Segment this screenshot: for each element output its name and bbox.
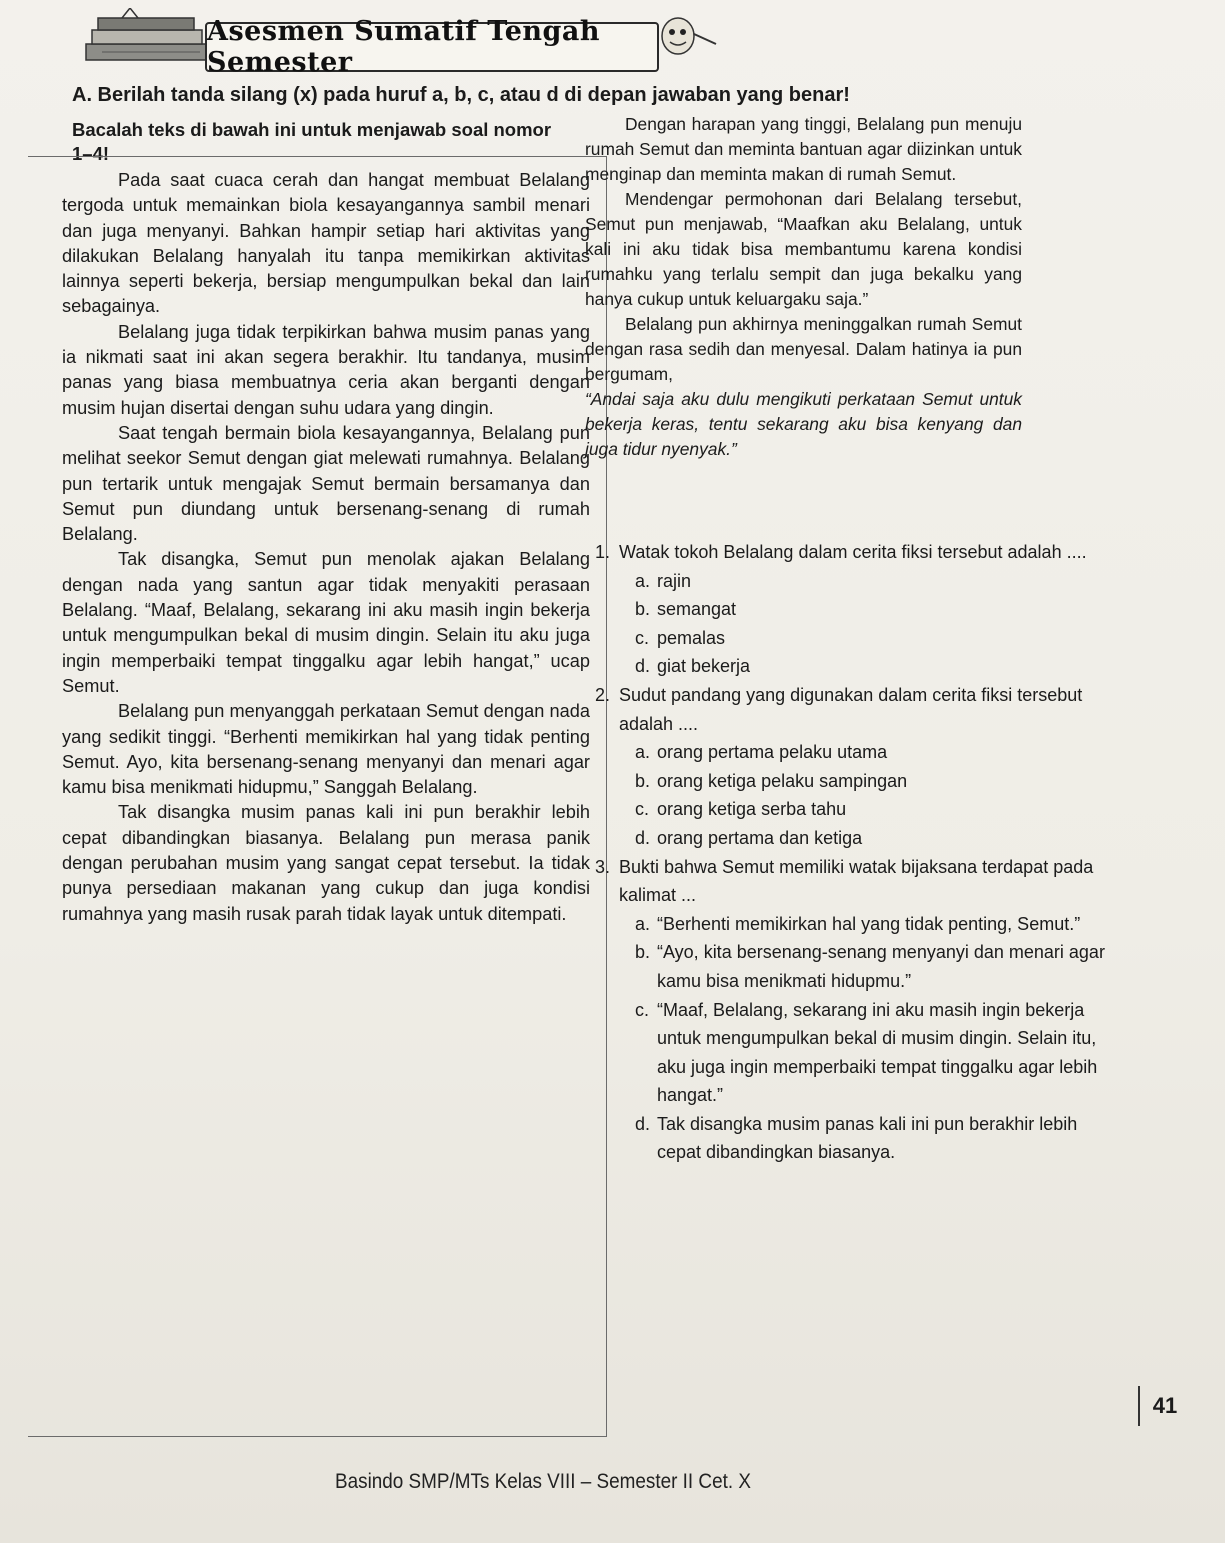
story-paragraph: Saat tengah bermain biola kesayangannya, Belalang pun melihat seekor Semut dengan giat melewati rumahnya. Belalang pun tertarik untuk mengajak Semut bermain bersamanya dan Semut pun diundang untuk bersenang-senang di rumah Belalang. [62,422,590,545]
pencil-mascot-icon [650,14,720,62]
option-text: “Maaf, Belalang, sekarang ini aku masih ingin bekerja untuk mengumpulkan bekal di musim dingin. Selain itu, aku juga ingin memperbaiki tempat tinggalku agar lebih hangat.” [657,999,1098,1106]
question-number: 1. [595,542,611,562]
answer-option[interactable] [595,824,1125,853]
option-text: pemalas [657,627,726,648]
story-paragraph: Pada saat cuaca cerah dan hangat membuat Belalang tergoda untuk memainkan biola kesayangannya sambil menari dan juga menyanyi. Bahkan hampir setiap hari aktivitas yang dilakukan Belalang hanyalah itu tanpa memikirkan aktivitas lainnya seperti bekerja, bersiap mengumpulkan bekal dan lain sebagainya. [62,170,590,317]
answer-option[interactable] [595,738,1125,767]
page-title: Asesmen Sumatif Tengah Semester [207,16,601,78]
question-text: Watak tokoh Belalang dalam cerita fiksi tersebut adalah .... [619,542,1087,562]
answer-option[interactable] [595,652,1125,681]
option-letter: a. [635,570,651,591]
answer-option[interactable] [595,595,1125,624]
answer-option[interactable] [595,910,1125,939]
question-1 [595,538,1125,567]
answer-option[interactable] [595,795,1125,824]
question-3 [595,853,1125,910]
page-number: 41 [1138,1386,1190,1426]
story-paragraph: Belalang pun akhirnya meninggalkan rumah Semut dengan rasa sedih dan menyesal. Dalam hatinya ia pun bergumam, [585,314,1022,384]
question-text: Sudut pandang yang digunakan dalam cerita fiksi tersebut adalah .... [619,684,1083,734]
option-text: orang ketiga pelaku sampingan [657,770,908,791]
story-quote: “Andai saja aku dulu mengikuti perkataan Semut untuk bekerja keras, tentu sekarang aku bisa kenyang dan juga tidur nyenyak.” [585,389,1022,459]
section-instruction: A. Berilah tanda silang (x) pada huruf a, b, c, atau d di depan jawaban yang benar! [72,84,850,106]
answer-option[interactable] [595,624,1125,653]
option-text: giat bekerja [657,656,751,677]
book-footer: Basindo SMP/MTs Kelas VIII – Semester II Cet. X [335,1470,751,1493]
option-text: orang pertama pelaku utama [657,742,888,763]
question-text: Bukti bahwa Semut memiliki watak bijaksana terdapat pada kalimat ... [619,856,1094,906]
option-text: orang ketiga serba tahu [657,799,847,820]
answer-option[interactable] [595,996,1125,1110]
question-list [595,538,1125,1167]
option-letter: d. [635,1113,651,1134]
question-2 [595,681,1125,738]
option-letter: b. [635,942,651,963]
option-text: “Ayo, kita bersenang-senang menyanyi dan menari agar kamu bisa menikmati hidupmu.” [657,942,1105,991]
books-illustration [82,8,212,70]
option-letter: d. [635,656,651,677]
story-text-right [585,112,1022,462]
story-paragraph: Belalang juga tidak terpikirkan bahwa musim panas yang ia nikmati saat ini akan segera berakhir. Itu tandanya, musim panas yang biasa membuatnya ceria akan berganti dengan musim hujan disertai dengan suhu udara yang dingin. [62,321,590,418]
story-text-left [62,168,590,927]
question-number: 2. [595,684,611,705]
option-text: semangat [657,599,737,620]
option-letter: c. [635,627,650,648]
story-paragraph: Tak disangka, Semut pun menolak ajakan Belalang dengan nada yang santun agar tidak menyakiti perasaan Belalang. “Maaf, Belalang, sekarang ini aku masih ingin bekerja untuk mengumpulkan bekal di musim dingin. Selain itu aku juga ingin memperbaiki tempat tinggalku agar lebih hangat,” ucap Semut. [62,549,590,696]
option-text: orang pertama dan ketiga [657,827,863,848]
story-paragraph: Tak disangka musim panas kali ini pun berakhir lebih cepat dibandingkan biasanya. Belalang pun merasa panik dengan perubahan musim yang sangat cepat tersebut. Ia tidak punya persediaan makanan yang cukup dan juga kondisi rumahnya yang masih rusak parah tidak layak untuk ditempati. [62,802,590,924]
story-paragraph: Dengan harapan yang tinggi, Belalang pun menuju rumah Semut dan meminta bantuan agar diizinkan untuk menginap dan meminta makan di rumah Semut. [585,114,1022,184]
answer-option[interactable] [595,767,1125,796]
option-text: rajin [657,570,692,591]
option-text: Tak disangka musim panas kali ini pun berakhir lebih cepat dibandingkan biasanya. [657,1113,1078,1163]
title-banner [205,16,659,78]
story-paragraph: Mendengar permohonan dari Belalang tersebut, Semut pun menjawab, “Maafkan aku Belalang, untuk kali ini aku tidak bisa membantumu karena kondisi rumahku yang terlalu sempit dan juga bekalku yang hanya cukup untuk keluargaku saja.” [585,189,1022,309]
option-letter: a. [635,742,651,763]
answer-option[interactable] [595,938,1125,995]
option-letter: d. [635,827,651,848]
option-letter: a. [635,913,651,934]
option-letter: b. [635,770,651,791]
question-number: 3. [595,856,611,877]
option-letter: b. [635,599,651,620]
story-paragraph: Belalang pun menyanggah perkataan Semut dengan nada yang sedikit tinggi. “Berhenti memikirkan hal yang tidak penting Semut. Ayo, kita bersenang-senang menyanyi dan menari agar kamu bisa menikmati hidupmu,” Sanggah Belalang. [62,701,590,798]
option-letter: c. [635,799,650,820]
option-text: “Berhenti memikirkan hal yang tidak penting, Semut.” [657,913,1081,934]
reading-prompt: Bacalah teks di bawah ini untuk menjawab soal nomor 1–4! [72,119,552,164]
option-letter: c. [635,999,650,1020]
answer-option[interactable] [595,567,1125,596]
answer-option[interactable] [595,1110,1125,1167]
